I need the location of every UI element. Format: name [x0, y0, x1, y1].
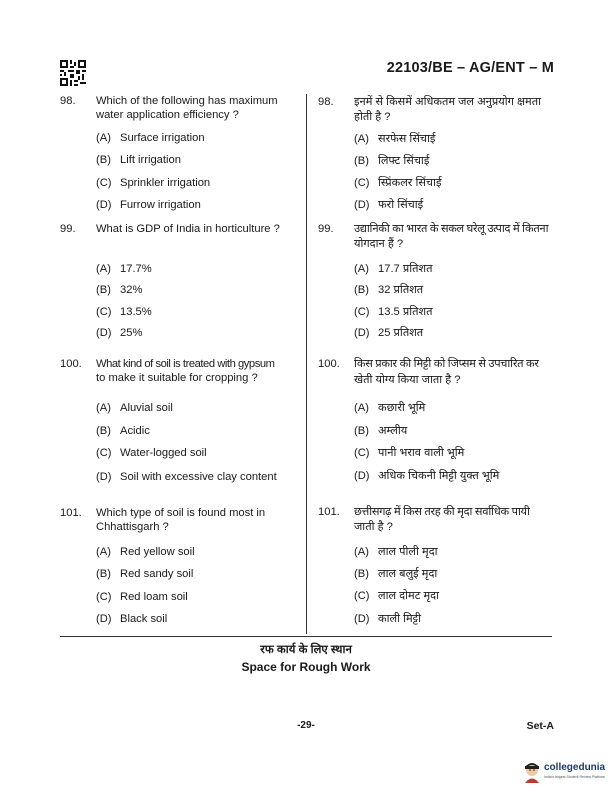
- option-label: (A): [354, 263, 369, 275]
- option-text: Lift irrigation: [120, 154, 181, 166]
- option-text: 32%: [120, 284, 143, 296]
- option-text: लिफ्ट सिंचाई: [378, 155, 430, 167]
- option-label: (C): [354, 447, 370, 459]
- option-a: [96, 262, 152, 276]
- option-label: (C): [96, 177, 112, 189]
- option-text: Red sandy soil: [120, 568, 194, 580]
- question-text-line: योगदान हैं ?: [354, 238, 404, 250]
- option-label: (B): [96, 154, 111, 166]
- option-a: [354, 262, 433, 276]
- option-c: [354, 446, 464, 460]
- question-text-line: किस प्रकार की मिट्टी को जिप्सम से उपचारित कर: [354, 358, 539, 370]
- option-text: Soil with excessive clay content: [120, 471, 277, 483]
- option-text: 25%: [120, 327, 143, 339]
- question-text-line: जाती है ?: [354, 521, 393, 533]
- option-d: [354, 326, 423, 340]
- question-number: 98.: [60, 95, 76, 107]
- option-b: [354, 154, 429, 168]
- option-label: (A): [96, 546, 111, 558]
- option-text: Red yellow soil: [120, 546, 195, 558]
- option-label: (D): [96, 327, 112, 339]
- option-label: (C): [96, 591, 112, 603]
- option-c: [96, 590, 188, 604]
- option-label: (A): [354, 133, 369, 145]
- question-text-line: What is GDP of India in horticulture ?: [96, 223, 280, 235]
- option-c: [354, 305, 433, 319]
- option-d: [96, 198, 201, 212]
- option-text: कछारी भूमि: [378, 402, 426, 414]
- option-label: (D): [96, 613, 112, 625]
- option-c: [354, 176, 441, 190]
- option-label: (B): [96, 284, 111, 296]
- question-text-line: Which type of soil is found most in: [96, 507, 266, 519]
- option-label: (C): [96, 306, 112, 318]
- option-label: (A): [354, 546, 369, 558]
- option-d: [354, 469, 499, 483]
- option-text: 25 प्रतिशत: [378, 327, 424, 339]
- option-a: [354, 401, 425, 415]
- question-number: 99.: [318, 223, 334, 235]
- student-avatar-icon: [522, 761, 542, 783]
- question-text-line: Chhattisgarh ?: [96, 521, 169, 533]
- option-label: (B): [96, 425, 111, 437]
- rough-work-label-english: Space for Rough Work: [241, 660, 371, 674]
- option-b: [96, 153, 181, 167]
- option-a: [354, 132, 435, 146]
- option-text: Red loam soil: [120, 591, 188, 603]
- option-text: 13.5 प्रतिशत: [378, 306, 433, 318]
- option-text: फरो सिंचाई: [378, 199, 424, 211]
- option-label: (B): [354, 284, 369, 296]
- question-number: 100.: [318, 358, 340, 370]
- option-label: (D): [96, 471, 112, 483]
- option-d: [354, 612, 421, 626]
- option-text: लाल बलुई मृदा: [378, 568, 438, 580]
- option-b: [96, 424, 150, 438]
- option-c: [96, 305, 152, 319]
- option-text: काली मिट्टी: [378, 613, 422, 625]
- question-number: 100.: [60, 358, 82, 370]
- option-label: (B): [354, 425, 369, 437]
- question-text-line: खेती योग्य किया जाता है ?: [354, 374, 461, 386]
- question-number: 101.: [60, 507, 82, 519]
- option-a: [96, 401, 173, 415]
- option-text: 13.5%: [120, 306, 152, 318]
- rough-work-divider: [60, 636, 552, 637]
- option-text: 32 प्रतिशत: [378, 284, 424, 296]
- option-c: [354, 589, 439, 603]
- option-text: सरफेस सिंचाई: [378, 133, 436, 145]
- option-label: (C): [96, 447, 112, 459]
- option-b: [96, 283, 142, 297]
- option-text: स्प्रिंकलर सिंचाई: [378, 177, 442, 189]
- option-label: (A): [354, 402, 369, 414]
- option-label: (A): [96, 263, 111, 275]
- option-text: अधिक चिकनी मिट्टी युक्त भूमि: [378, 470, 500, 482]
- watermark-name: collegedunia: [544, 762, 606, 773]
- question-number: 101.: [318, 506, 340, 518]
- option-b: [354, 424, 407, 438]
- option-text: Sprinkler irrigation: [120, 177, 211, 189]
- option-c: [96, 446, 207, 460]
- option-text: अम्लीय: [378, 425, 408, 437]
- option-text: 17.7%: [120, 263, 152, 275]
- option-text: पानी भराव वाली भूमि: [378, 447, 465, 459]
- option-d: [96, 612, 167, 626]
- option-c: [96, 176, 210, 190]
- option-text: Furrow irrigation: [120, 199, 201, 211]
- option-d: [96, 326, 142, 340]
- option-d: [354, 198, 423, 212]
- question-text-line: उद्यानिकी का भारत के सकल घरेलू उत्पाद में कितना: [354, 223, 549, 235]
- option-label: (A): [96, 402, 111, 414]
- option-label: (B): [354, 568, 369, 580]
- option-label: (C): [354, 177, 370, 189]
- option-b: [354, 283, 423, 297]
- watermark: [522, 758, 612, 788]
- option-b: [96, 567, 193, 581]
- option-label: (D): [354, 613, 370, 625]
- option-text: Black soil: [120, 613, 168, 625]
- question-text-line: to make it suitable for cropping ?: [96, 372, 258, 384]
- option-b: [354, 567, 437, 581]
- option-text: Water-logged soil: [120, 447, 207, 459]
- option-label: (D): [96, 199, 112, 211]
- question-text-line: इनमें से किसमें अधिकतम जल अनुप्रयोग क्षमता: [354, 96, 542, 108]
- question-text-line: What kind of soil is treated with gypsum: [96, 358, 275, 370]
- option-d: [96, 470, 277, 484]
- option-label: (C): [354, 590, 370, 602]
- paper-code: 22103/BE – AG/ENT – M: [386, 60, 554, 76]
- option-a: [96, 131, 205, 145]
- option-label: (B): [354, 155, 369, 167]
- option-label: (D): [354, 199, 370, 211]
- question-text-line: होती है ?: [354, 111, 391, 123]
- qr-code: [60, 60, 86, 86]
- page-number: -29-: [297, 720, 315, 731]
- watermark-tagline: India's largest Student Review Platform: [544, 775, 605, 779]
- option-a: [96, 545, 195, 559]
- option-label: (D): [354, 327, 370, 339]
- rough-work-label-hindi: रफ कार्य के लिए स्थान: [260, 644, 352, 656]
- option-a: [354, 545, 438, 559]
- option-label: (B): [96, 568, 111, 580]
- set-label: Set-A: [526, 720, 554, 732]
- option-text: Acidic: [120, 425, 150, 437]
- column-divider: [306, 94, 307, 634]
- question-text-line: छत्तीसगढ़ में किस तरह की मृदा सर्वाधिक पायी: [354, 506, 530, 518]
- question-text-line: Which of the following has maximum: [96, 95, 278, 107]
- question-number: 99.: [60, 223, 76, 235]
- option-label: (A): [96, 132, 111, 144]
- option-text: Aluvial soil: [120, 402, 173, 414]
- option-label: (D): [354, 470, 370, 482]
- option-label: (C): [354, 306, 370, 318]
- question-text-line: water application efficiency ?: [96, 109, 239, 121]
- option-text: लाल पीली मृदा: [378, 546, 438, 558]
- option-text: Surface irrigation: [120, 132, 205, 144]
- option-text: लाल दोमट मृदा: [378, 590, 439, 602]
- option-text: 17.7 प्रतिशत: [378, 263, 433, 275]
- question-number: 98.: [318, 96, 334, 108]
